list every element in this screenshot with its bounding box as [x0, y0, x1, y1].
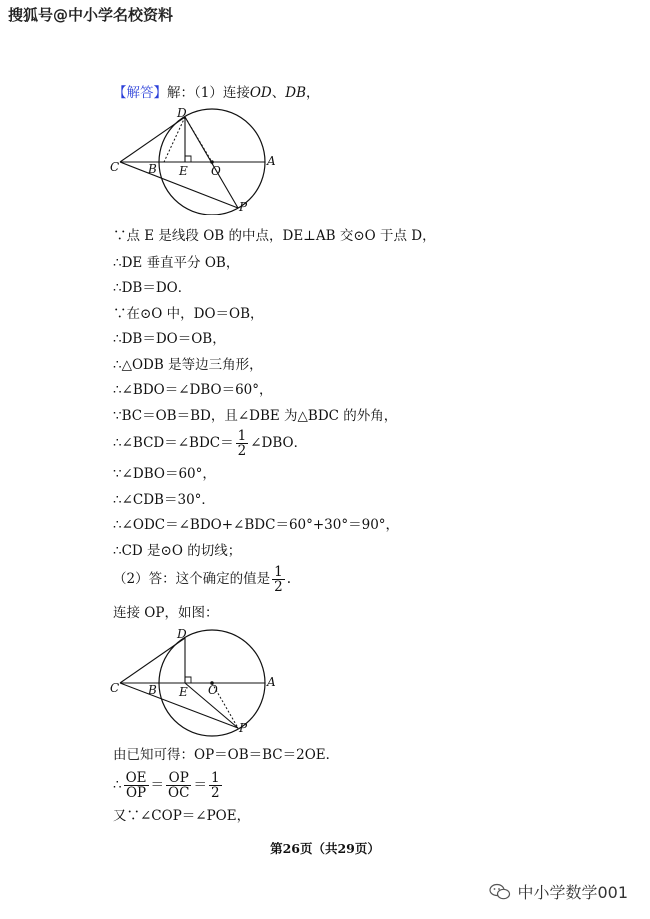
fraction-answer: $\frac{1}{2}$ — [274, 564, 283, 595]
label-d-2: D — [177, 627, 187, 641]
geometry-figure-1 — [105, 105, 285, 215]
line-12: ∴CD 是⊙O 的切线； — [113, 543, 242, 559]
last-line: 又∵∠COP＝∠POE， — [113, 808, 251, 824]
solution-tag: 【解答】 — [113, 85, 167, 101]
label-a: A — [267, 154, 276, 168]
wechat-icon — [489, 883, 511, 901]
label-e-2: E — [179, 685, 188, 699]
line-3: ∴DB＝DO． — [113, 280, 192, 296]
page-footer: 第26页（共29页） — [270, 841, 380, 856]
line-6: ∴△ODB 是等边三角形， — [113, 357, 263, 373]
label-p: P — [239, 200, 248, 214]
label-a-2: A — [267, 675, 276, 689]
line-11: ∴∠ODC＝∠BDO+∠BDC＝60°+30°＝90°， — [113, 517, 400, 533]
label-b: B — [148, 162, 157, 176]
line-5: ∴DB＝DO＝OB， — [113, 331, 226, 347]
label-e: E — [179, 164, 188, 178]
line-2: ∴DE 垂直平分 OB， — [113, 255, 240, 271]
part2-answer: （2）答：这个确定的值是 $\frac{1}{2}$ . — [113, 564, 291, 595]
label-c-2: C — [110, 681, 120, 695]
solution-intro: 【解答】解：（1）连接OD、DB， — [113, 85, 320, 101]
label-c: C — [110, 160, 120, 174]
label-o: O — [211, 164, 221, 178]
watermark-bottom: 中小学数学001 — [489, 880, 628, 903]
line-4: ∵在⊙O 中，DO＝OB， — [113, 306, 264, 322]
fraction-half: $\frac{1}{2}$ — [237, 428, 247, 459]
ratio-line: ∴ $\frac{OE}{OP}$ ＝ $\frac{OP}{OC}$ ＝ $\frac{1}{2}$ — [113, 770, 220, 801]
watermark-top: 搜狐号@中小学名校资料 — [8, 6, 174, 24]
line-7: ∴∠BDO＝∠DBO＝60°， — [113, 382, 273, 398]
known-line: 由已知可得：OP＝OB＝BC＝2OE． — [113, 747, 340, 763]
line-10: ∴∠CDB＝30°． — [113, 492, 215, 508]
line-9: ∵∠DBO＝60°， — [113, 466, 216, 482]
geometry-figure-2 — [105, 624, 285, 739]
line-8: ∵BC＝OB＝BD，且∠DBE 为△BDC 的外角， — [113, 408, 398, 424]
label-p-2: P — [239, 721, 248, 735]
label-b-2: B — [148, 683, 157, 697]
line-1: ∵点 E 是线段 OB 的中点，DE⊥AB 交⊙O 于点 D， — [113, 228, 436, 244]
label-d: D — [177, 106, 187, 120]
fraction-line: ∴∠BCD＝∠BDC＝ $\frac{1}{2}$ ∠DBO． — [113, 428, 308, 459]
connect-op: 连接 OP，如图： — [113, 605, 219, 621]
label-o-2: O — [208, 683, 218, 697]
